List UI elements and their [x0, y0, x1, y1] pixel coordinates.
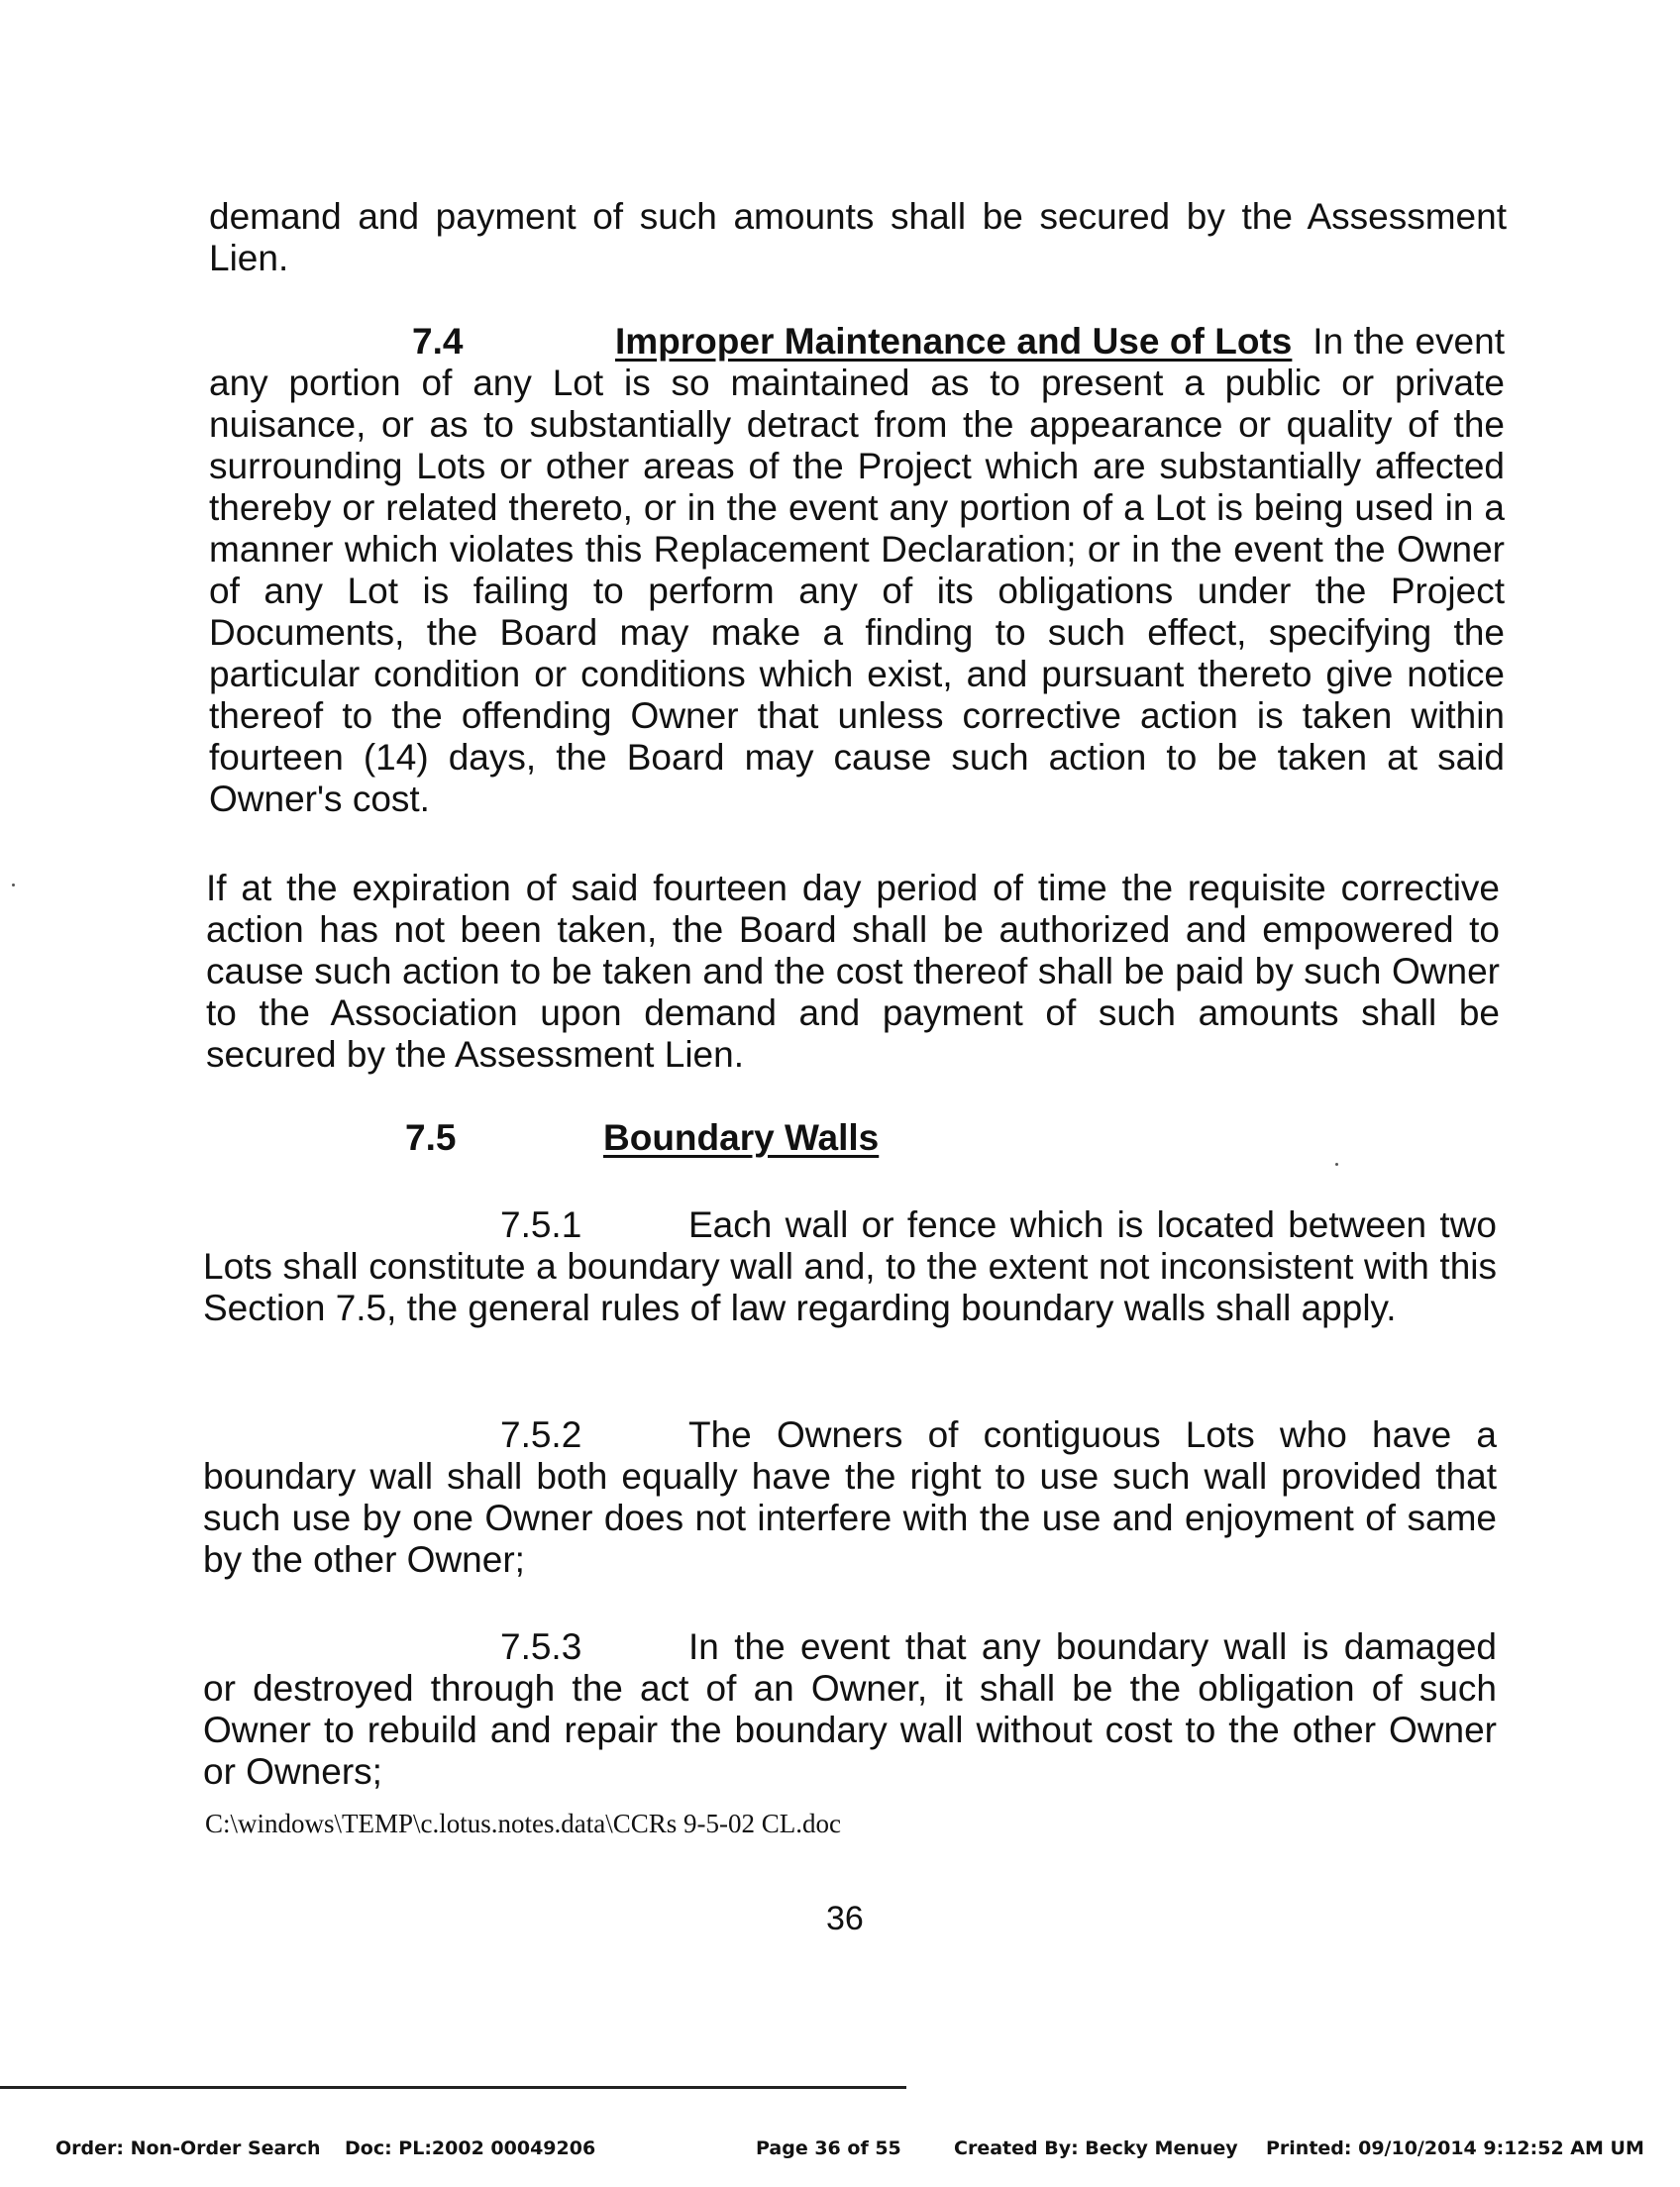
continuation-paragraph: demand and payment of such amounts shall be secured by the Assessment Lien.	[209, 196, 1507, 278]
subsection-7-5-1	[203, 1204, 1497, 1329]
doc-label: Doc: PL:2002 00049206	[345, 2137, 596, 2159]
created-by-label: Created By: Becky Menuey	[954, 2137, 1238, 2159]
order-label: Order: Non-Order Search	[55, 2137, 321, 2159]
file-path: C:\windows\TEMP\c.lotus.notes.data\CCRs 9-5-02 CL.doc	[205, 1809, 841, 1838]
section-7-5-number: 7.5	[405, 1117, 457, 1158]
footer-rule	[0, 2086, 906, 2089]
subsection-7-5-1-number: 7.5.1	[500, 1204, 582, 1245]
section-7-5-title: Boundary Walls	[603, 1117, 880, 1158]
subsection-7-5-3	[203, 1626, 1497, 1793]
section-7-4-text: In the event any portion of any Lot is so maintained as to present a public or private nuisance, or as to substantially detract from the appearance or quality of the surrounding Lots or other areas of the Project which are substantially affected thereby or related thereto, or in the event any portion of a Lot is being used in a manner which violates this Replacement Declaration; or in the event the Owner of any Lot is failing to perform any of its obligations under the Project Documents, the Board may make a finding to such effect, specifying the particular condition or conditions which exist, and pursuant thereto give notice thereof to the offending Owner that unless corrective action is taken within fourteen (14) days, the Board may cause such action to be taken at said Owner's cost.	[209, 321, 1505, 819]
page-count-label: Page 36 of 55	[756, 2137, 901, 2159]
section-7-4-paragraph-1	[209, 321, 1505, 820]
subsection-7-5-2	[203, 1414, 1497, 1581]
page-number: 36	[826, 1900, 864, 1937]
section-7-4-number: 7.4	[412, 321, 464, 362]
printed-label: Printed: 09/10/2014 9:12:52 AM UM	[1266, 2137, 1644, 2159]
subsection-7-5-2-number: 7.5.2	[500, 1414, 582, 1455]
subsection-7-5-1-text: Each wall or fence which is located between two Lots shall constitute a boundary wall and, to the extent not inconsistent with this Section 7.5, the general rules of law regarding boundary walls shall apply.	[203, 1204, 1497, 1328]
subsection-7-5-3-text: In the event that any boundary wall is damaged or destroyed through the act of an Owner, it shall be the obligation of such Owner to rebuild and repair the boundary wall without cost to the other Owner or Owners;	[203, 1626, 1497, 1792]
order-footer	[0, 2137, 1680, 2167]
scan-speck	[12, 884, 15, 886]
section-7-5-heading	[405, 1117, 879, 1159]
section-7-4-title: Improper Maintenance and Use of Lots	[615, 321, 1293, 362]
scan-speck	[1335, 1163, 1338, 1166]
section-7-4-paragraph-2: If at the expiration of said fourteen day period of time the requisite corrective action has not been taken, the Board shall be authorized and empowered to cause such action to be taken and the cost thereof shall be paid by such Owner to the Association upon demand and payment of such amounts shall be secured by the Assessment Lien.	[206, 868, 1500, 1075]
subsection-7-5-3-number: 7.5.3	[500, 1626, 582, 1667]
subsection-7-5-2-text: The Owners of contiguous Lots who have a boundary wall shall both equally have the right to use such wall provided that such use by one Owner does not interfere with the use and enjoyment of same by the other Owner;	[203, 1414, 1497, 1580]
